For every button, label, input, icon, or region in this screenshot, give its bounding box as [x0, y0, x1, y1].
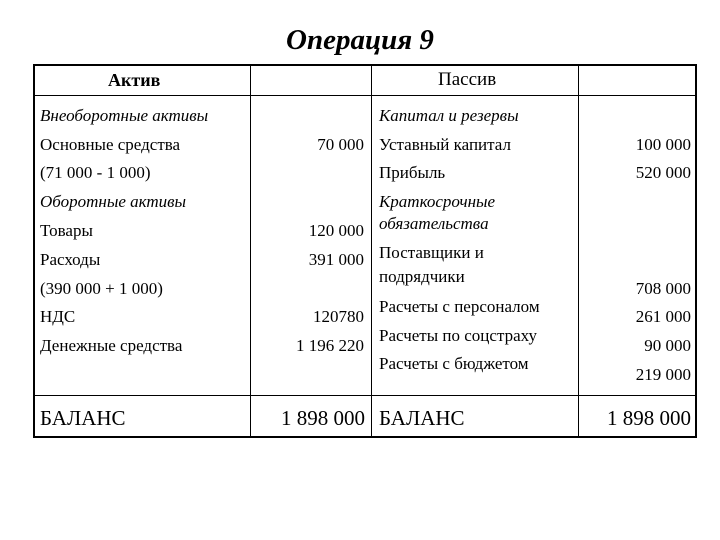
liability-value-divider	[578, 66, 579, 436]
asset-section-noncurrent: Внеоборотные активы	[40, 106, 209, 125]
liability-item-suppliers-1: Поставщики и	[379, 243, 484, 262]
liability-item-social: Расчеты по соцстраху	[379, 326, 537, 345]
asset-item-vat: НДС	[40, 307, 76, 326]
liability-item-suppliers-2: подрядчики	[379, 267, 465, 286]
header-divider	[33, 95, 697, 96]
liability-item-profit: Прибыль	[379, 163, 446, 182]
asset-item-cash: Денежные средства	[40, 336, 183, 355]
liability-item-budget: Расчеты с бюджетом	[379, 354, 529, 373]
center-divider	[371, 66, 372, 436]
asset-value-fixed: 70 000	[317, 135, 364, 154]
balance-value-right: 1 898 000	[607, 406, 691, 430]
total-divider	[33, 395, 697, 396]
asset-header: Актив	[108, 70, 161, 90]
asset-item-expenses-calc: (390 000 + 1 000)	[40, 279, 163, 298]
asset-value-goods: 120 000	[308, 221, 364, 240]
liability-item-charter: Уставный капитал	[379, 135, 511, 154]
asset-item-fixed-calc: (71 000 - 1 000)	[40, 163, 151, 182]
asset-value-expenses: 391 000	[308, 250, 364, 269]
page-title: Операция 9	[286, 24, 434, 56]
liability-section-shortterm-2: обязательства	[379, 214, 489, 233]
liability-header: Пассив	[438, 69, 497, 90]
asset-item-goods: Товары	[40, 221, 93, 240]
asset-value-divider	[250, 66, 251, 436]
liability-value-profit: 520 000	[635, 163, 691, 182]
asset-item-expenses: Расходы	[40, 250, 101, 269]
asset-section-current: Оборотные активы	[40, 192, 187, 211]
asset-value-vat: 120780	[313, 307, 364, 326]
liability-value-suppliers: 708 000	[635, 279, 691, 298]
balance-label-right: БАЛАНС	[379, 406, 465, 430]
balance-value-left: 1 898 000	[281, 406, 365, 430]
asset-value-cash: 1 196 220	[296, 336, 364, 355]
asset-item-fixed: Основные средства	[40, 135, 181, 154]
liability-section-equity: Капитал и резервы	[379, 106, 519, 125]
liability-value-personnel: 261 000	[635, 307, 691, 326]
liability-section-shortterm-1: Краткосрочные	[379, 192, 496, 211]
balance-label-left: БАЛАНС	[40, 406, 126, 430]
liability-value-social: 90 000	[644, 336, 691, 355]
liability-value-charter: 100 000	[635, 135, 691, 154]
liability-value-budget: 219 000	[635, 365, 691, 384]
liability-item-personnel: Расчеты с персоналом	[379, 297, 540, 316]
